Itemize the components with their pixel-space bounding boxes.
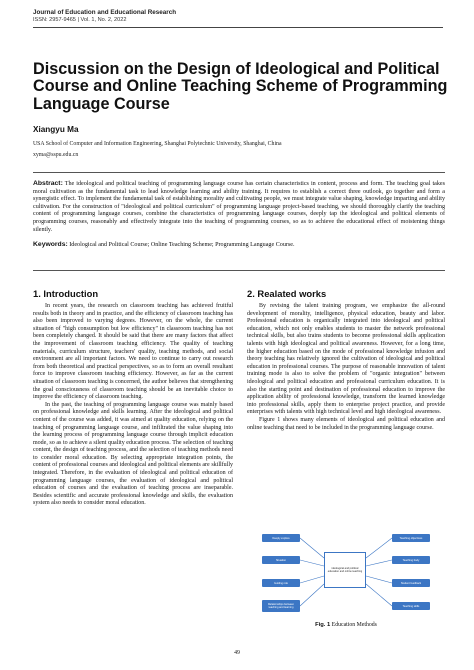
keywords-label: Keywords: — [33, 241, 68, 249]
author-affiliation: USA School of Computer and Information Engineering, Shanghai Polytechnic University, Shanghai, China — [33, 141, 282, 147]
figure-1 — [250, 528, 442, 618]
related-works-column — [247, 303, 445, 432]
abstract-text: The ideological and political teaching of programming language course has certain characteristics in content, process and form. The teaching goal takes moral cultivation as the fundamental task to lead knowledge learning and ability training. It requires to establish a correct three outlook, go together and form a synergistic effect. To implement the fundamental task of establishing morality and cultivating people, we must integrate value shaping, knowledge imparting and ability cultivation. For the construction of "ideological and political curriculum" of programming language project-based teaching, we should thoroughly clarify the teaching content of programming language courses, combine the characteristics of programming language courses, deeply tap the ideological and political elements of programming courses, reasonably and effectively integrate into the teaching of programming courses, so as to achieve the educational effect of moistening things silently. — [33, 181, 445, 233]
paper-title: Discussion on the Design of Ideological and Political Course and Online Teaching Scheme of Programming Language Course — [33, 60, 448, 113]
figure-box-right-1: Teaching objectives — [392, 534, 430, 542]
author-email: xyma@sspu.edu.cn — [33, 152, 79, 158]
paragraph: Figure 1 shows many elements of ideological and political education and online teaching that need to be included in the programming language course. — [247, 416, 445, 431]
introduction-column — [33, 303, 233, 508]
figure-caption — [250, 622, 442, 628]
keywords — [33, 241, 445, 250]
figure-box-left-4: Relationships between teaching and learning — [262, 600, 300, 612]
figure-box-left-3: Guiding role — [262, 579, 300, 587]
journal-issn: ISSN: 2957-9465 | Vol. 1, No. 2, 2022 — [33, 17, 127, 23]
figure-box-right-4: Teaching skills — [392, 602, 430, 610]
abstract — [33, 180, 445, 234]
figure-box-left-2: Situation — [262, 556, 300, 564]
section-heading-introduction: 1. Introduction — [33, 288, 99, 299]
section-heading-related-works: 2. Realated works — [247, 288, 327, 299]
abstract-section — [33, 172, 445, 271]
journal-name: Journal of Education and Educational Research — [33, 9, 177, 16]
header-rule — [33, 27, 443, 28]
abstract-label: Abstract: — [33, 180, 63, 187]
author-name: Xiangyu Ma — [33, 125, 79, 134]
figure-center-node: ideological and political education and online teaching — [324, 552, 366, 588]
keywords-text: Ideological and Political Course; Online Teaching Scheme; Programming Language Course. — [69, 242, 295, 249]
figure-caption-label: Fig. 1 — [315, 622, 331, 628]
paragraph: By revising the talent training program, we emphasize the all-round development of morality, intelligence, physical education, beauty and labor. Professional education is organically integrated into ideological and political education, which not only enables students to master the network professional technical skills, but also trains students to become professional skills application talents with high ideological and political awareness. However, for a long time, the higher education based on the mode of professional knowledge infusion and theory teaching has relatively ignored the cultivation of ideological and political education in professional courses. The purpose of reasonable innovation of talent training mode is also to solve the problem of "organic integration" between ideological and political education and professional curriculum education. It is also the starting point and destination of professional education to improve the application ability of professional knowledge, transform the learned knowledge into professional skills, apply them to enterprise project practice, and provide enterprises with talents with high technical level and high ideological awareness. — [247, 303, 445, 416]
figure-box-right-3: Student feedback — [392, 579, 430, 587]
page-number: 49 — [234, 650, 240, 656]
figure-box-left-1: Deeply explore — [262, 534, 300, 542]
figure-box-right-2: Teaching body — [392, 556, 430, 564]
figure-caption-text: Education Methods — [331, 622, 377, 628]
paragraph: In recent years, the research on classroom teaching has achieved fruitful results both in theory and in practice, and the efficiency of classroom teaching has also been improved to varying degrees. However, on the whole, the current situation of "high consumption but low efficiency" in classroom teaching has not been completely changed. It should be said that there are many factors that affect the improvement of classroom teaching efficiency. The quality of teaching materials, curriculum structure, teachers' quality, teaching methods, and social environment are all important factors. We need to continue to carry out research from both theoretical and practical perspectives, so as to form an overall resultant force to improve classroom teaching efficiency. However, as far as the current situation of classroom teaching is concerned, the author believes that strengthening the goal consciousness of classroom teaching should be an inevitable choice to improve the efficiency of classroom teaching. — [33, 303, 233, 401]
paragraph: In the past, the teaching of programming language course was mainly based on professional knowledge and skills learning. After the ideological and political content of the course was added, it was aimed at quality education, relying on the teaching of programming language course, and infiltrated the value shaping into the learning process of programming language course through implicit education mode, so as to achieve a silent quality education process. The selection of teaching content, the design of teaching process, and the selection of teaching methods need to consider moral education. By selecting appropriate integration points, the content of professional courses and ideological and political elements are skillfully integrated. Therefore, in the evaluation of ideological and political education of programming language courses, the evaluation of ideological and political education of courses and the evaluation of teaching process are inseparable. Besides scientific and accurate professional knowledge and skills, the evaluation system also needs to consider moral education. — [33, 401, 233, 507]
